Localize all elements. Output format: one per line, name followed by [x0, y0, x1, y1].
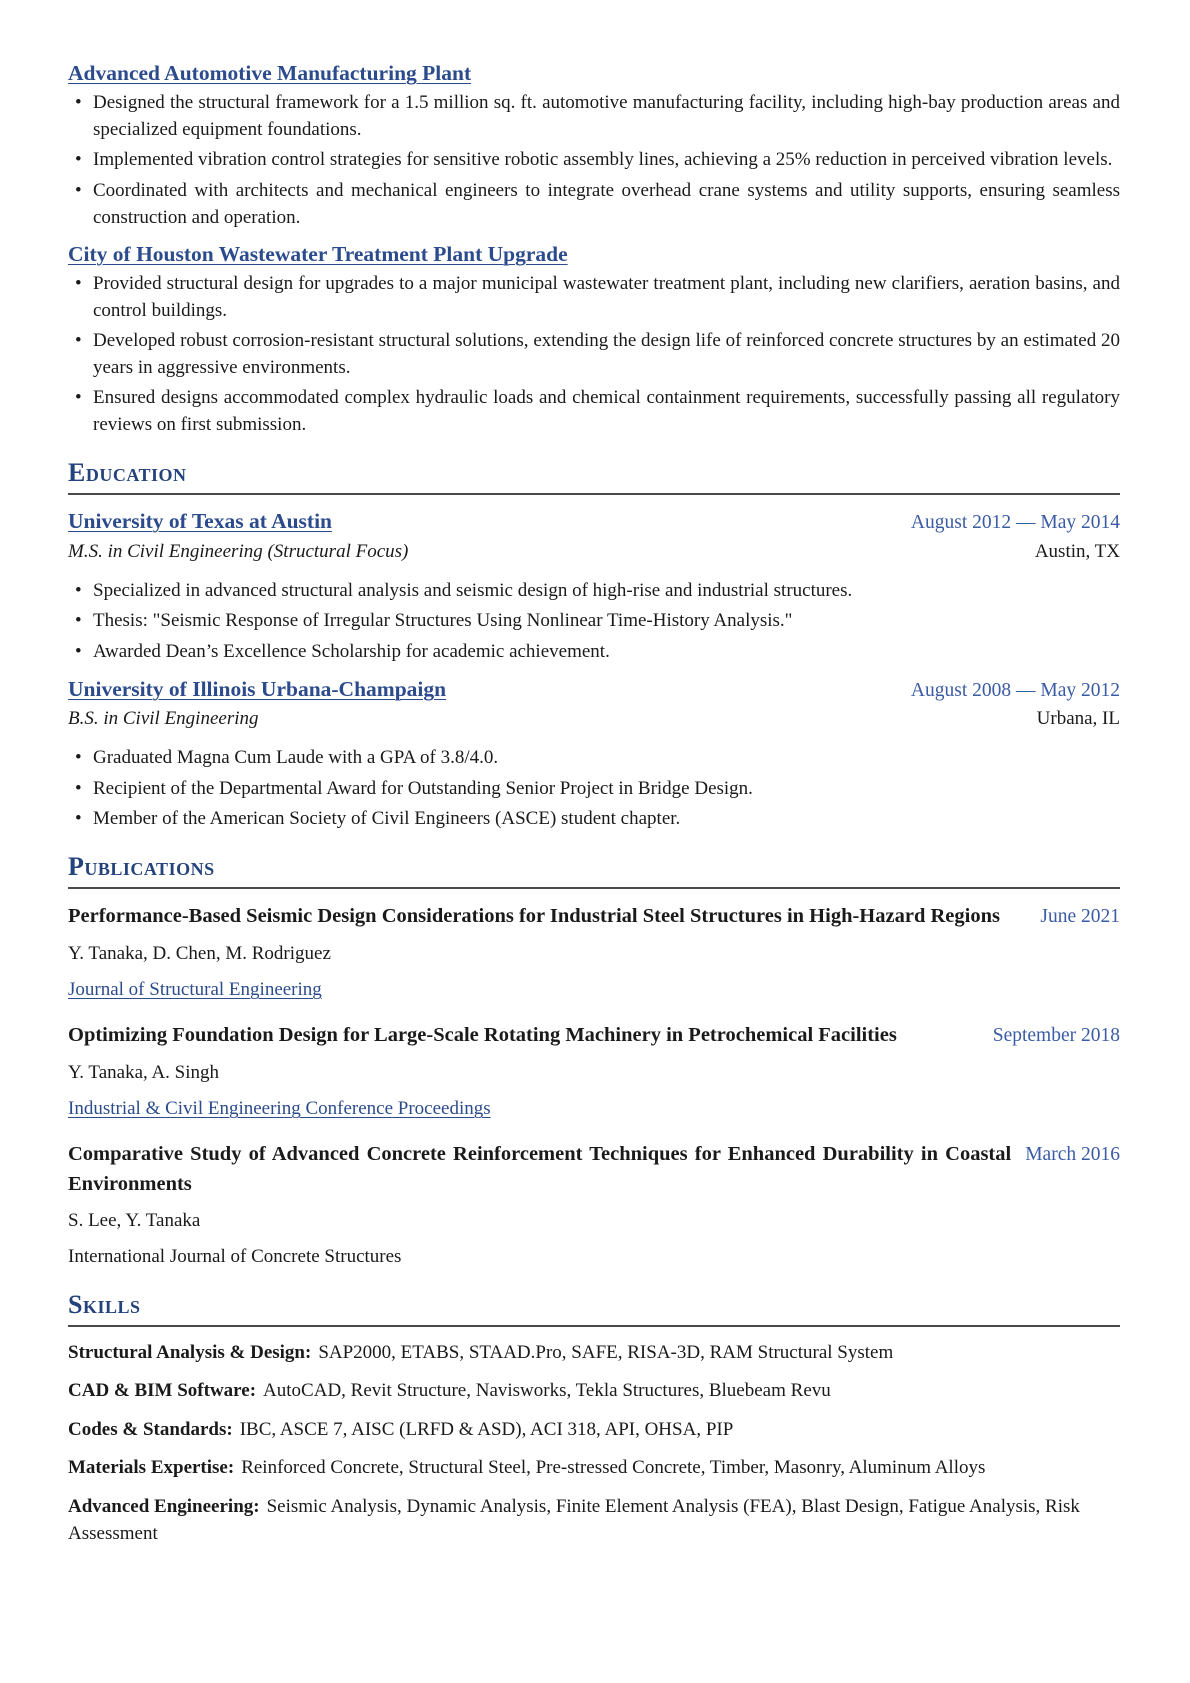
bullet-item: • Specialized in advanced structural analysis and seismic design of high-rise and industrial structures.: [68, 578, 1120, 605]
bullet-item: • Thesis: "Seismic Response of Irregular Structures Using Nonlinear Time-History Analysis.": [68, 608, 1120, 635]
publication-venue-row: [68, 1096, 1120, 1123]
publication-venue-row: [68, 1244, 1120, 1271]
location: Austin, TX: [1034, 540, 1120, 562]
publication-header: [68, 902, 1120, 932]
publication-entry: [68, 1140, 1120, 1271]
university-link[interactable]: University of Texas at Austin: [68, 509, 333, 533]
section-skills: [68, 1291, 1120, 1547]
project-title-link[interactable]: City of Houston Wastewater Treatment Plant Upgrade: [68, 241, 568, 266]
publication-header: [68, 1021, 1120, 1051]
bullet-item: • Member of the American Society of Civil Engineers (ASCE) student chapter.: [68, 806, 1120, 833]
bullet-item: • Implemented vibration control strategies for sensitive robotic assembly lines, achieving a 25% reduction in perceived vibration levels.: [68, 147, 1120, 174]
degree-row: [68, 706, 1120, 733]
skill-line: [68, 1494, 1120, 1548]
date-range: August 2012 — May 2014: [910, 512, 1120, 533]
skill-values: Reinforced Concrete, Structural Steel, Pre-stressed Concrete, Timber, Masonry, Aluminum Alloys: [241, 1457, 986, 1479]
degree: M.S. in Civil Engineering (Structural Focus): [68, 540, 409, 562]
skill-values: AutoCAD, Revit Structure, Navisworks, Tekla Structures, Bluebeam Revu: [263, 1380, 831, 1402]
section-education: [68, 459, 1120, 833]
skill-values: SAP2000, ETABS, STAAD.Pro, SAFE, RISA-3D, RAM Structural System: [318, 1342, 894, 1363]
section-publications: [68, 853, 1120, 1271]
skill-values: IBC, ASCE 7, AISC (LRFD & ASD), ACI 318, API, OHSA, PIP: [239, 1418, 734, 1440]
publication-date: March 2016: [1025, 1144, 1120, 1166]
skill-category-label: Advanced Engineering:: [68, 1495, 260, 1517]
publication-venue-link[interactable]: Journal of Structural Engineering: [68, 978, 322, 1000]
skill-line: [68, 1455, 1120, 1482]
skill-values: Seismic Analysis, Dynamic Analysis, Finite Element Analysis (FEA), Blast Design, Fatigue Analysis, Risk Assessment: [68, 1495, 1080, 1544]
publication-header: [68, 1140, 1120, 1199]
publication-date: June 2021: [1040, 905, 1120, 927]
publication-entry: [68, 1021, 1120, 1123]
date-range: August 2008 — May 2012: [910, 679, 1120, 701]
school-bullet-list: [68, 745, 1120, 833]
degree: B.S. in Civil Engineering: [68, 708, 259, 730]
bullet-item: • Ensured designs accommodated complex hydraulic loads and chemical containment requirements, successfully passing all regulatory reviews on first submission.: [68, 385, 1120, 439]
bullet-item: • Recipient of the Departmental Award for Outstanding Senior Project in Bridge Design.: [68, 776, 1120, 803]
project-bullet-list: [68, 271, 1120, 440]
publication-authors: Y. Tanaka, D. Chen, M. Rodriguez: [68, 942, 331, 964]
skill-category-label: Codes & Standards:: [68, 1418, 233, 1440]
publication-venue: International Journal of Concrete Structures: [68, 1246, 402, 1268]
project-entry-header: [68, 60, 1120, 87]
section-experience: [68, 60, 1120, 439]
publication-title: Optimizing Foundation Design for Large-Scale Rotating Machinery in Petrochemical Facilities: [68, 1023, 897, 1046]
project-title-link[interactable]: Advanced Automotive Manufacturing Plant: [68, 61, 472, 85]
project-entry-header: [68, 241, 1120, 268]
publication-date: September 2018: [992, 1024, 1120, 1046]
publication-venue-link[interactable]: Industrial & Civil Engineering Conference Proceedings: [68, 1098, 491, 1120]
skill-category-label: Materials Expertise:: [68, 1457, 235, 1479]
bullet-item: • Coordinated with architects and mechanical engineers to integrate overhead crane systems and utility supports, ensuring seamless construction and operation.: [68, 178, 1120, 232]
university-link[interactable]: University of Illinois Urbana-Champaign: [68, 676, 447, 701]
school-bullet-list: [68, 578, 1120, 666]
bullet-item: • Provided structural design for upgrades to a major municipal wastewater treatment plant, including new clarifiers, aeration basins, and control buildings.: [68, 271, 1120, 325]
publication-entry: [68, 902, 1120, 1004]
skill-line: [68, 1417, 1120, 1444]
publication-title: Performance-Based Seismic Design Considerations for Industrial Steel Structures in High-Hazard Regions: [68, 904, 1000, 927]
publication-title: Comparative Study of Advanced Concrete Reinforcement Techniques for Enhanced Durability in Coastal Environments: [68, 1143, 1012, 1195]
publication-venue-row: [68, 977, 1120, 1004]
section-heading-publications: Publications: [68, 853, 1120, 889]
degree-row: [68, 539, 1120, 566]
bullet-item: • Awarded Dean’s Excellence Scholarship for academic achievement.: [68, 639, 1120, 666]
school-entry-header: [68, 676, 1120, 705]
publication-authors: Y. Tanaka, A. Singh: [68, 1062, 220, 1084]
section-heading-education: Education: [68, 459, 1120, 495]
skill-line: [68, 1340, 1120, 1367]
project-bullet-list: [68, 90, 1120, 232]
section-heading-skills: Skills: [68, 1291, 1120, 1327]
bullet-item: • Developed robust corrosion-resistant structural solutions, extending the design life of reinforced concrete structures by an estimated 20 years in aggressive environments.: [68, 328, 1120, 382]
skill-category-label: CAD & BIM Software:: [68, 1380, 257, 1402]
bullet-item: • Designed the structural framework for a 1.5 million sq. ft. automotive manufacturing facility, including high-bay production areas and specialized equipment foundations.: [68, 90, 1120, 144]
school-entry-header: [68, 508, 1120, 537]
bullet-item: • Graduated Magna Cum Laude with a GPA of 3.8/4.0.: [68, 745, 1120, 772]
skill-category-label: Structural Analysis & Design:: [68, 1342, 312, 1363]
location: Urbana, IL: [1036, 708, 1120, 730]
skill-line: [68, 1378, 1120, 1405]
publication-authors: S. Lee, Y. Tanaka: [68, 1210, 201, 1232]
